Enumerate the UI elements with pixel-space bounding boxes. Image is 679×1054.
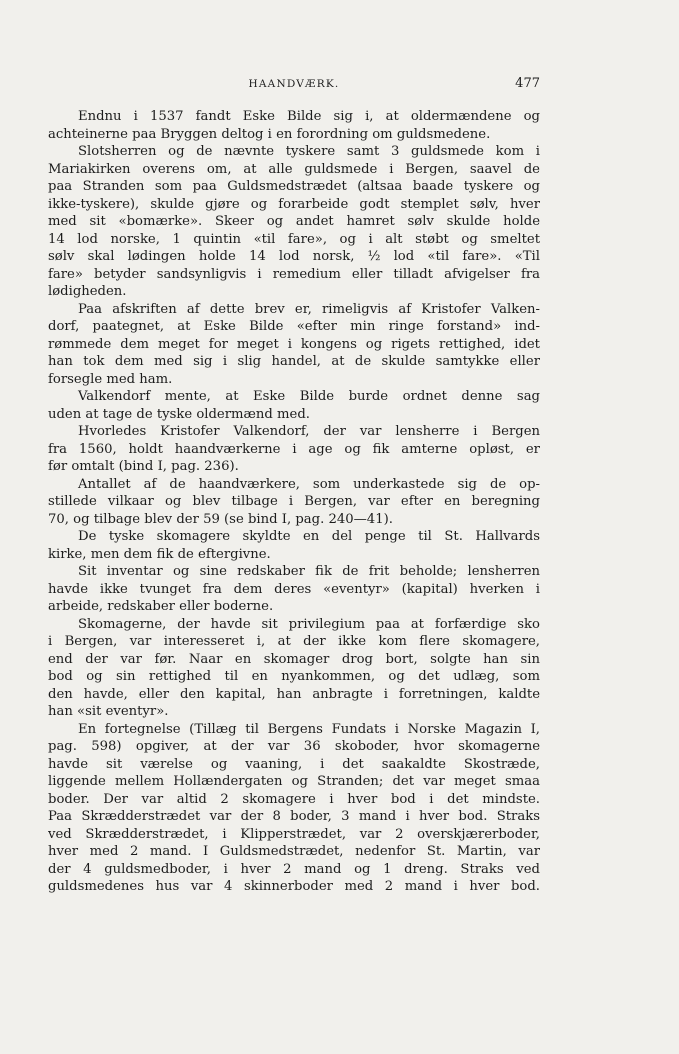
running-head: HAANDVÆRK. [248,78,340,90]
text-line: havde ikke tvunget fra dem deres «eventyr» (kapital) hverken i [48,581,540,597]
text-line: Hvorledes Kristofer Valkendorf, der var lensherre i Bergen [78,424,540,439]
text-line: guldsmedenes hus var 4 skinnerboder med 2 mand i hver bod. [48,879,540,894]
text-line: Endnu i 1537 fandt Eske Bilde sig i, at oldermændene og [78,109,540,124]
text-line: Paa afskriften af dette brev er, rimeligvis af Kristofer Valken- [78,301,540,317]
text-line: hver med 2 mand. I Guldsmedstrædet, nedenfor St. Martin, var [48,844,540,859]
text-line: De tyske skomagere skyldte en del penge til St. Hallvards [78,529,540,544]
text-line: bod og sin rettighed til en nyankommen, og det udlæg, som [48,669,540,684]
text-line: før omtalt (bind I, pag. 236). [48,459,239,474]
text-line: Antallet af de haandværkere, som underkastede sig de op- [78,476,540,492]
page-number: 477 [515,76,540,91]
text-line: Skomagerne, der havde sit privilegium paa at forfærdige sko [78,616,540,632]
text-line: end der var før. Naar en skomager drog bort, solgte han sin [48,651,540,667]
text-line: paa Stranden som paa Guldsmedstrædet (altsaa baade tyskere og [48,179,540,194]
text-line: han tok dem med sig i slig handel, at de skulde samtykke eller [48,354,540,369]
text-line: Valkendorf mente, at Eske Bilde burde ordnet denne sag [78,389,540,404]
text-line: Paa Skrædderstrædet var der 8 boder, 3 mand i hver bod. Straks [48,809,540,824]
text-line: sølv skal lødingen holde 14 lod norsk, ½ lod «til fare». «Til [48,249,540,264]
text-line: achteinerne paa Bryggen deltog i en forordning om guldsmedene. [48,126,491,142]
text-line: den havde, eller den kapital, han anbragte i forretningen, kaldte [48,686,540,702]
text-line: der 4 guldsmedboder, i hver 2 mand og 1 dreng. Straks ved [48,861,540,877]
text-line: kirke, men dem fik de eftergivne. [48,546,271,562]
text-line: 70, og tilbage blev der 59 (se bind I, pag. 240—41). [48,511,393,527]
text-line: Sit inventar og sine redskaber fik de frit beholde; lensherren [78,564,540,579]
text-line: Slotsherren og de nævnte tyskere samt 3 guldsmede kom i [78,144,540,159]
text-line: havde sit værelse og vaaning, i det saakaldte Skostræde, [48,756,540,772]
text-line: stillede vilkaar og blev tilbage i Bergen, var efter en beregning [48,494,540,509]
text-line: boder. Der var altid 2 skomagere i hver bod i det mindste. [48,791,540,807]
text-line: uden at tage de tyske oldermænd med. [48,406,310,422]
text-line: En fortegnelse (Tillæg til Bergens Fundats i Norske Magazin I, [78,721,540,737]
text-line: lødigheden. [48,284,127,299]
body-text [48,108,540,896]
text-line: liggende mellem Hollændergaten og Stranden; det var meget smaa [48,774,540,789]
text-line: med sit «bomærke». Skeer og andet hamret sølv skulde holde [48,214,540,229]
page-header [48,76,540,92]
text-line: 14 lod norske, 1 quintin «til fare», og i alt støbt og smeltet [48,231,540,247]
text-line: fare» betyder sandsynligvis i remedium eller tilladt afvigelser fra [48,266,540,282]
text-line: dorf, paategnet, at Eske Bilde «efter min ringe forstand» ind- [48,319,540,334]
text-line: arbeide, redskaber eller boderne. [48,599,274,614]
text-line: forsegle med ham. [48,371,173,387]
text-line: rømmede dem meget for meget i kongens og rigets rettighed, idet [48,336,540,352]
text-line: ved Skrædderstrædet, i Klipperstrædet, var 2 overskjærerboder, [48,826,540,842]
text-line: Mariakirken overens om, at alle guldsmede i Bergen, saavel de [48,161,540,177]
text-line: ikke-tyskere), skulde gjøre og forarbeide godt stemplet sølv, hver [48,196,540,212]
text-line: pag. 598) opgiver, at der var 36 skoboder, hvor skomagerne [48,739,540,754]
text-line: han «sit eventyr». [48,704,169,719]
text-line: i Bergen, var interesseret i, at der ikke kom flere skomagere, [48,634,540,649]
text-line: fra 1560, holdt haandværkerne i age og fik amterne opløst, er [48,441,540,457]
